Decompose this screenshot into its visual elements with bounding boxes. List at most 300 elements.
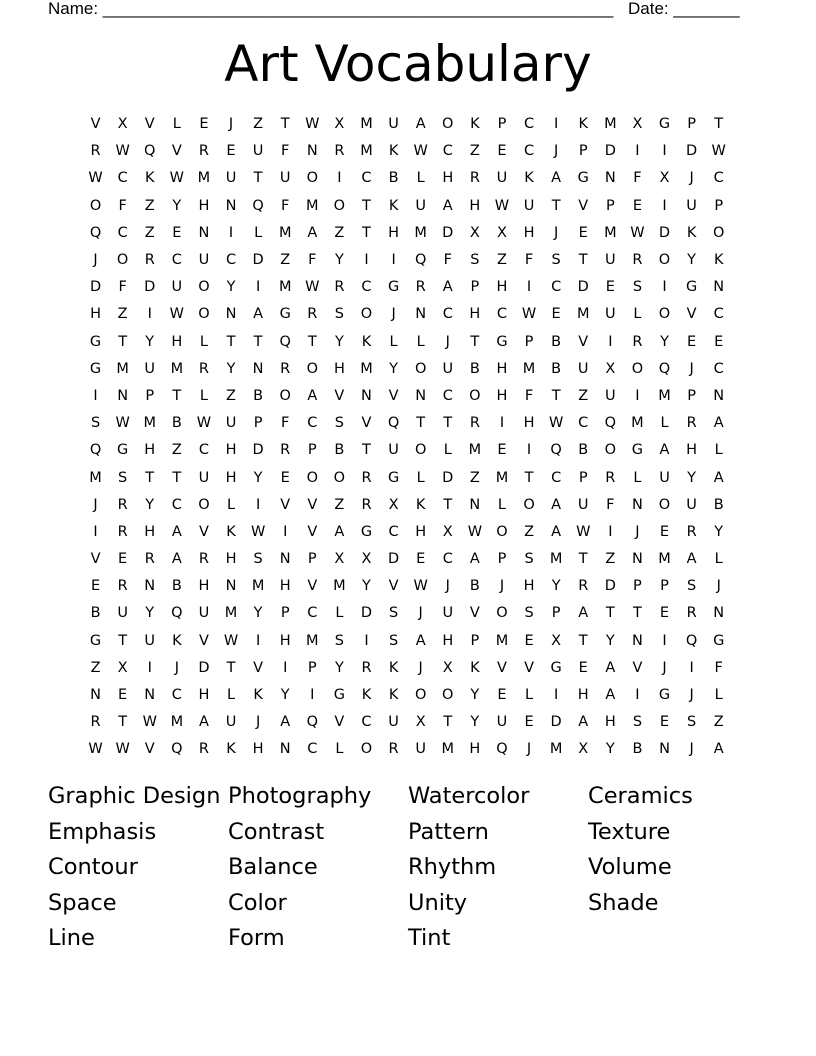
grid-row: [82, 111, 734, 138]
grid-letter: U: [605, 387, 616, 404]
grid-letter: Y: [253, 605, 263, 622]
grid-letter: D: [360, 605, 373, 622]
grid-letter: G: [713, 632, 725, 649]
grid-letter: A: [171, 551, 182, 568]
grid-letter: K: [388, 687, 399, 704]
grid-letter: L: [226, 496, 236, 513]
grid-letter: N: [279, 551, 291, 568]
grid-letter: M: [306, 632, 319, 649]
grid-letter: C: [361, 714, 372, 731]
grid-letter: Y: [145, 605, 155, 622]
grid-letter: R: [388, 741, 399, 758]
grid-letter: D: [604, 143, 616, 160]
grid-letter: A: [551, 523, 562, 540]
grid-letter: H: [90, 306, 101, 323]
grid-letter: M: [495, 632, 509, 649]
grid-letter: R: [280, 442, 291, 459]
grid-letter: O: [333, 197, 346, 214]
grid-letter: C: [361, 279, 372, 296]
grid-letter: W: [115, 415, 130, 432]
grid-letter: Z: [713, 714, 724, 731]
grid-letter: I: [662, 143, 667, 160]
grid-letter: D: [604, 578, 616, 595]
grid-letter: L: [714, 442, 723, 459]
grid-letter: L: [254, 224, 263, 241]
word-bank-item: Space: [48, 889, 117, 916]
grid-letter: F: [308, 252, 317, 269]
grid-letter: E: [524, 714, 534, 731]
grid-letter: S: [632, 714, 643, 731]
grid-letter: D: [442, 469, 454, 486]
grid-letter: A: [605, 687, 616, 704]
grid-letter: C: [442, 551, 453, 568]
grid-letter: M: [251, 578, 265, 595]
grid-letter: L: [226, 687, 236, 704]
word-bank-item: Ceramics: [588, 783, 693, 809]
grid-letter: F: [281, 143, 290, 160]
grid-letter: K: [226, 523, 236, 540]
grid-letter: E: [578, 224, 588, 241]
grid-letter: J: [418, 605, 423, 622]
grid-letter: N: [361, 387, 372, 404]
grid-letter: T: [118, 714, 128, 731]
grid-letter: N: [604, 170, 616, 187]
grid-letter: C: [307, 415, 318, 432]
grid-letter: U: [225, 415, 237, 432]
grid-letter: R: [198, 741, 209, 758]
grid-row: [82, 437, 734, 464]
grid-letter: G: [577, 170, 589, 187]
grid-letter: F: [714, 659, 723, 676]
grid-letter: J: [228, 116, 234, 133]
grid-letter: M: [224, 605, 238, 622]
grid-letter: Y: [172, 197, 182, 214]
grid-letter: T: [470, 333, 480, 350]
grid-letter: W: [169, 306, 184, 323]
grid-letter: C: [523, 143, 535, 160]
grid-letter: U: [415, 197, 426, 214]
grid-letter: E: [172, 224, 182, 241]
grid-letter: W: [467, 523, 483, 540]
grid-letter: T: [605, 605, 615, 622]
grid-letter: V: [198, 523, 209, 540]
grid-letter: T: [362, 224, 371, 241]
grid-letter: B: [334, 442, 345, 459]
grid-letter: X: [605, 360, 616, 377]
grid-letter: Y: [145, 333, 155, 350]
grid-letter: G: [89, 360, 102, 377]
grid-letter: L: [416, 469, 425, 486]
grid-row: [82, 138, 734, 165]
grid-letter: K: [253, 687, 263, 704]
grid-row: [82, 464, 734, 491]
grid-letter: N: [225, 197, 237, 214]
grid-letter: V: [578, 333, 589, 350]
grid-letter: U: [523, 197, 535, 214]
grid-letter: V: [90, 551, 101, 568]
grid-row: [82, 709, 734, 736]
grid-letter: N: [415, 306, 427, 323]
grid-letter: Y: [605, 632, 615, 649]
grid-letter: V: [280, 496, 291, 513]
word-bank-item: Photography: [228, 783, 372, 809]
grid-letter: U: [686, 197, 697, 214]
grid-letter: J: [662, 659, 667, 676]
grid-letter: A: [578, 605, 589, 622]
grid-letter: L: [335, 605, 344, 622]
grid-letter: E: [90, 578, 101, 595]
grid-letter: R: [144, 252, 155, 269]
grid-letter: Z: [280, 252, 291, 269]
grid-letter: U: [225, 714, 237, 731]
grid-letter: N: [415, 387, 427, 404]
grid-letter: G: [387, 469, 400, 486]
grid-letter: S: [253, 551, 263, 568]
grid-letter: M: [549, 741, 563, 758]
grid-letter: I: [364, 252, 369, 269]
grid-letter: F: [118, 197, 127, 214]
grid-row: [82, 247, 734, 274]
grid-letter: C: [361, 170, 372, 187]
grid-letter: W: [548, 415, 564, 432]
grid-letter: C: [496, 306, 508, 323]
grid-letter: A: [307, 224, 318, 241]
grid-letter: H: [523, 224, 535, 241]
grid-letter: Z: [578, 387, 589, 404]
grid-letter: D: [89, 279, 102, 296]
grid-letter: H: [225, 469, 237, 486]
grid-letter: C: [713, 306, 724, 323]
grid-letter: S: [632, 279, 643, 296]
grid-letter: M: [658, 387, 671, 404]
grid-letter: V: [496, 659, 507, 676]
grid-letter: M: [360, 116, 373, 133]
grid-letter: O: [523, 496, 535, 513]
grid-letter: A: [713, 415, 724, 432]
grid-letter: Y: [660, 333, 669, 350]
grid-letter: I: [147, 306, 152, 323]
grid-letter: P: [687, 116, 696, 133]
grid-letter: Q: [306, 714, 318, 731]
grid-letter: D: [577, 279, 589, 296]
grid-letter: A: [334, 523, 345, 540]
grid-letter: R: [144, 551, 155, 568]
grid-letter: I: [662, 632, 667, 649]
grid-letter: I: [635, 143, 640, 160]
grid-letter: B: [551, 360, 562, 377]
grid-letter: G: [360, 523, 373, 540]
grid-row: [82, 193, 734, 220]
grid-letter: J: [93, 252, 98, 269]
grid-letter: E: [714, 333, 724, 350]
grid-letter: A: [605, 659, 616, 676]
grid-letter: E: [497, 442, 507, 459]
grid-row: [82, 682, 734, 709]
grid-letter: S: [524, 551, 534, 568]
grid-letter: N: [225, 578, 237, 595]
grid-letter: U: [605, 252, 616, 269]
grid-letter: M: [170, 360, 184, 377]
grid-letter: K: [713, 252, 724, 269]
grid-letter: Z: [117, 306, 128, 323]
grid-letter: S: [524, 605, 534, 622]
grid-letter: X: [442, 659, 453, 676]
word-bank-item: Balance: [228, 854, 318, 881]
grid-letter: L: [714, 687, 723, 704]
grid-row: [82, 600, 734, 627]
grid-letter: F: [118, 279, 127, 296]
grid-letter: H: [496, 360, 508, 377]
grid-letter: K: [388, 197, 399, 214]
grid-letter: U: [442, 360, 454, 377]
grid-letter: Q: [89, 224, 102, 241]
grid-letter: V: [253, 659, 264, 676]
grid-letter: R: [686, 415, 697, 432]
grid-letter: W: [88, 170, 103, 187]
grid-letter: W: [413, 578, 428, 595]
grid-letter: R: [198, 551, 209, 568]
grid-letter: P: [551, 605, 561, 622]
grid-letter: F: [524, 252, 534, 269]
grid-letter: M: [495, 469, 509, 486]
grid-letter: Z: [334, 496, 345, 513]
grid-letter: U: [659, 469, 670, 486]
grid-row: [82, 573, 734, 600]
grid-letter: O: [604, 442, 617, 459]
grid-letter: P: [497, 551, 507, 568]
grid-letter: O: [414, 687, 427, 704]
grid-letter: N: [225, 306, 237, 323]
grid-letter: E: [280, 469, 290, 486]
grid-letter: L: [416, 170, 425, 187]
grid-letter: A: [686, 551, 697, 568]
grid-letter: W: [169, 170, 184, 187]
grid-letter: C: [307, 741, 318, 758]
grid-letter: F: [606, 496, 615, 513]
grid-letter: I: [93, 523, 98, 540]
grid-letter: U: [279, 170, 291, 187]
grid-letter: P: [307, 442, 317, 459]
grid-letter: S: [334, 415, 344, 432]
grid-letter: T: [443, 714, 453, 731]
header-line: [48, 0, 748, 20]
grid-letter: A: [198, 714, 209, 731]
grid-letter: T: [307, 333, 317, 350]
grid-letter: P: [605, 197, 615, 214]
grid-letter: R: [632, 252, 643, 269]
grid-letter: C: [551, 469, 562, 486]
grid-row: [82, 628, 734, 655]
grid-letter: W: [576, 523, 591, 540]
grid-letter: G: [496, 333, 508, 350]
grid-letter: A: [551, 496, 562, 513]
grid-letter: G: [387, 279, 400, 296]
grid-letter: J: [418, 659, 423, 676]
grid-letter: E: [524, 632, 534, 649]
grid-letter: S: [90, 415, 101, 432]
grid-row: [82, 356, 734, 383]
grid-letter: S: [334, 306, 344, 323]
word-bank-item: Line: [48, 925, 95, 952]
grid-letter: Z: [469, 143, 480, 160]
grid-letter: C: [307, 605, 318, 622]
grid-letter: L: [416, 333, 425, 350]
grid-letter: D: [442, 224, 454, 241]
grid-letter: V: [198, 632, 209, 649]
word-bank-item: Contrast: [228, 818, 325, 845]
grid-letter: I: [608, 523, 613, 540]
letter-grid: [82, 111, 734, 764]
grid-letter: S: [551, 252, 561, 269]
grid-letter: Y: [470, 687, 480, 704]
grid-letter: N: [252, 360, 264, 377]
grid-row: [82, 655, 734, 682]
word-bank-item: Emphasis: [48, 818, 157, 845]
grid-letter: Y: [334, 659, 344, 676]
grid-letter: U: [198, 469, 210, 486]
grid-letter: A: [442, 197, 453, 214]
grid-letter: Q: [496, 741, 508, 758]
grid-letter: Y: [389, 360, 398, 377]
grid-letter: E: [687, 333, 697, 350]
grid-letter: N: [117, 387, 129, 404]
grid-letter: V: [632, 659, 643, 676]
grid-letter: Y: [714, 523, 724, 540]
grid-letter: O: [116, 252, 129, 269]
grid-letter: X: [496, 224, 507, 241]
grid-letter: Q: [279, 333, 291, 350]
grid-letter: I: [364, 632, 369, 649]
grid-letter: M: [631, 415, 644, 432]
grid-letter: N: [198, 224, 210, 241]
grid-letter: Q: [89, 442, 102, 459]
grid-letter: T: [172, 387, 182, 404]
grid-letter: Z: [496, 252, 507, 269]
grid-letter: F: [633, 170, 642, 187]
grid-letter: U: [605, 306, 616, 323]
grid-letter: E: [118, 551, 128, 568]
grid-letter: U: [577, 360, 589, 377]
grid-letter: Z: [144, 224, 155, 241]
grid-letter: O: [279, 387, 291, 404]
grid-letter: I: [283, 659, 288, 676]
grid-letter: M: [441, 741, 455, 758]
grid-letter: Z: [144, 197, 155, 214]
grid-letter: H: [604, 714, 616, 731]
grid-letter: H: [171, 333, 183, 350]
grid-letter: C: [171, 252, 182, 269]
grid-letter: R: [469, 170, 480, 187]
grid-letter: P: [660, 578, 669, 595]
grid-letter: G: [117, 442, 129, 459]
grid-letter: Q: [658, 360, 671, 377]
grid-letter: K: [470, 116, 480, 133]
grid-letter: Q: [252, 197, 264, 214]
grid-letter: Y: [687, 252, 697, 269]
grid-letter: L: [714, 551, 723, 568]
grid-row: [82, 492, 734, 519]
grid-letter: W: [494, 197, 510, 214]
grid-letter: Y: [334, 333, 344, 350]
grid-letter: L: [443, 442, 452, 459]
grid-letter: R: [361, 659, 372, 676]
grid-letter: C: [523, 116, 535, 133]
grid-letter: O: [658, 252, 671, 269]
grid-letter: V: [307, 578, 318, 595]
grid-letter: S: [118, 469, 128, 486]
grid-letter: P: [687, 387, 696, 404]
grid-letter: P: [633, 578, 642, 595]
grid-letter: D: [144, 279, 156, 296]
grid-letter: J: [499, 578, 505, 595]
grid-letter: B: [713, 496, 724, 513]
grid-letter: E: [551, 306, 561, 323]
grid-letter: W: [711, 143, 726, 160]
grid-letter: H: [252, 741, 264, 758]
grid-letter: E: [659, 605, 670, 622]
grid-letter: O: [198, 279, 210, 296]
grid-letter: H: [198, 197, 210, 214]
grid-letter: P: [145, 387, 155, 404]
grid-letter: M: [278, 279, 292, 296]
grid-row: [82, 546, 734, 573]
grid-letter: K: [361, 687, 372, 704]
grid-letter: X: [415, 714, 426, 731]
grid-letter: P: [470, 279, 480, 296]
grid-letter: C: [198, 442, 209, 459]
grid-letter: C: [551, 279, 562, 296]
grid-letter: U: [496, 170, 508, 187]
grid-letter: G: [658, 116, 671, 133]
grid-letter: T: [578, 632, 588, 649]
grid-letter: I: [662, 197, 667, 214]
grid-letter: X: [442, 523, 453, 540]
grid-letter: Y: [226, 279, 236, 296]
grid-row: [82, 410, 734, 437]
grid-letter: Y: [145, 496, 155, 513]
grid-row: [82, 274, 734, 301]
grid-letter: R: [90, 714, 101, 731]
grid-letter: X: [632, 116, 643, 133]
word-bank-item: Shade: [588, 889, 659, 916]
grid-letter: J: [391, 306, 396, 323]
grid-letter: I: [554, 687, 559, 704]
grid-letter: K: [415, 496, 426, 513]
grid-letter: T: [118, 632, 128, 649]
grid-letter: W: [305, 279, 320, 296]
grid-letter: Q: [387, 415, 400, 432]
grid-letter: O: [89, 197, 102, 214]
grid-letter: N: [90, 687, 101, 704]
grid-letter: O: [198, 306, 210, 323]
grid-letter: D: [252, 252, 264, 269]
grid-letter: L: [199, 387, 208, 404]
grid-letter: E: [578, 659, 588, 676]
grid-letter: Y: [605, 741, 615, 758]
grid-letter: J: [554, 224, 559, 241]
grid-letter: B: [578, 442, 589, 459]
grid-letter: F: [524, 387, 534, 404]
grid-letter: T: [172, 469, 182, 486]
grid-letter: M: [197, 170, 211, 187]
grid-letter: O: [658, 306, 671, 323]
grid-row: [82, 736, 734, 763]
grid-letter: N: [279, 741, 291, 758]
word-bank-item: Watercolor: [408, 783, 530, 809]
grid-letter: J: [689, 741, 694, 758]
grid-letter: P: [578, 469, 588, 486]
grid-letter: H: [523, 415, 535, 432]
